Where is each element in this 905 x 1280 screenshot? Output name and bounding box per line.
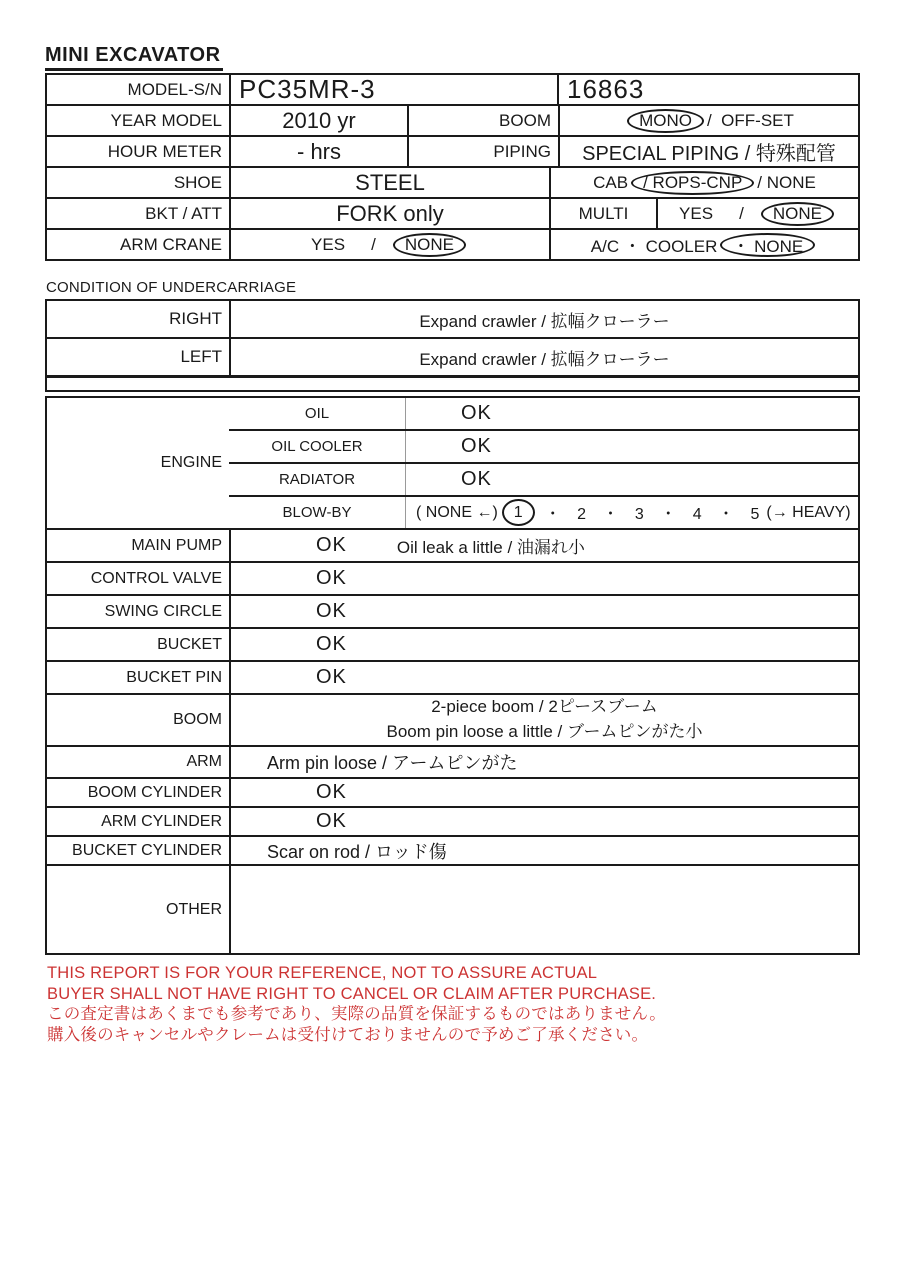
row-bucket — [47, 627, 858, 660]
multi-label: MULTI — [549, 199, 656, 228]
multi-value — [656, 199, 858, 228]
control-valve-value — [229, 563, 858, 594]
circle-mark-blowby-1: 1 — [502, 499, 535, 526]
spacer-row — [45, 376, 860, 392]
row-arm-cylinder — [47, 806, 858, 835]
radiator-ok: OK — [461, 468, 492, 490]
blowby-label: BLOW-BY — [229, 497, 406, 528]
control-valve-ok: OK — [316, 567, 347, 589]
oilcooler-value — [406, 431, 858, 462]
control-valve-label: CONTROL VALVE — [90, 569, 222, 587]
bucket-pin-value — [229, 662, 858, 693]
cab-suffix: / NONE — [757, 172, 816, 192]
blowby-scale — [406, 497, 858, 528]
year-value: 2010 yr — [229, 106, 407, 135]
piping-label: PIPING — [407, 137, 558, 166]
spec-row-armcrane-ac — [47, 228, 858, 259]
circle-mark-ac-none: ・ NONE — [720, 233, 815, 257]
boom-offset-text: / OFF-SET — [707, 110, 794, 130]
armcrane-label: ARM CRANE — [119, 234, 222, 254]
bucket-pin-label: BUCKET PIN — [126, 668, 222, 686]
boom-cylinder-ok: OK — [316, 781, 347, 803]
row-swing-circle — [47, 594, 858, 627]
other-value — [229, 866, 858, 953]
oil-value — [406, 398, 858, 429]
engine-row-oil — [229, 398, 858, 429]
row-control-valve — [47, 561, 858, 594]
disclaimer-line-3: この査定書はあくまでも参考であり、実際の品質を保証するものではありません。 — [47, 1005, 666, 1023]
hour-label: HOUR METER — [107, 141, 222, 161]
condition-table — [45, 396, 860, 955]
arm-cylinder-label: ARM CYLINDER — [101, 812, 222, 830]
right-label: RIGHT — [169, 309, 222, 328]
undercarriage-row-right — [47, 301, 858, 337]
row-boom-cylinder — [47, 777, 858, 806]
row-boom — [47, 693, 858, 745]
boom-note-line1: 2-piece boom / 2ピースブーム — [431, 697, 658, 717]
spec-row-year-boom — [47, 104, 858, 135]
swing-circle-value — [229, 596, 858, 627]
disclaimer-line-1: THIS REPORT IS FOR YOUR REFERENCE, NOT TO ASSURE ACTUAL — [47, 964, 598, 982]
blowby-prefix: ( NONE ←) — [416, 503, 498, 521]
shoe-value: STEEL — [229, 168, 549, 197]
radiator-label: RADIATOR — [229, 464, 406, 495]
disclaimer-line-4: 購入後のキャンセルやクレームは受付けておりませんので予めご了承ください。 — [47, 1025, 649, 1044]
blowby-numbers: ・ 2 ・ 3 ・ 4 ・ 5 — [544, 506, 761, 523]
row-bucket-cylinder — [47, 835, 858, 864]
arm-cylinder-value — [229, 808, 858, 835]
bkt-value: FORK only — [229, 199, 549, 228]
swing-circle-ok: OK — [316, 600, 347, 622]
spec-row-shoe-cab — [47, 166, 858, 197]
row-bucket-pin — [47, 660, 858, 693]
radiator-value — [406, 464, 858, 495]
serial-value: 16863 — [557, 75, 858, 104]
arm-note: Arm pin loose / アームピンがた — [267, 753, 518, 773]
armcrane-slash: / — [371, 234, 376, 254]
arm-value — [229, 747, 858, 777]
circle-mark-multi-none: NONE — [761, 202, 834, 226]
right-value: Expand crawler / 拡幅クローラー — [229, 301, 858, 337]
engine-row-radiator — [229, 462, 858, 495]
bkt-label: BKT / ATT — [145, 203, 222, 223]
undercarriage-table — [45, 299, 860, 377]
swing-circle-label: SWING CIRCLE — [104, 602, 222, 620]
ac-prefix: A/C ・ COOLER — [590, 237, 718, 256]
disclaimer — [47, 963, 666, 1045]
arm-cylinder-ok: OK — [316, 810, 347, 832]
boom-value — [558, 106, 858, 135]
engine-row-blowby — [229, 495, 858, 528]
oil-ok: OK — [461, 402, 492, 424]
main-pump-label: MAIN PUMP — [131, 536, 222, 554]
engine-label: ENGINE — [160, 454, 222, 471]
circle-mark-rops: / ROPS-CNP — [631, 171, 754, 195]
left-value: Expand crawler / 拡幅クローラー — [229, 339, 858, 375]
oilcooler-ok: OK — [461, 435, 492, 457]
boom-note-line2: Boom pin loose a little / ブームピンがた小 — [386, 722, 703, 741]
bucket-value — [229, 629, 858, 660]
disclaimer-line-2: BUYER SHALL NOT HAVE RIGHT TO CANCEL OR CLAIM AFTER PURCHASE. — [47, 984, 657, 1003]
boom-row-label: BOOM — [173, 711, 222, 728]
bucket-label: BUCKET — [157, 635, 222, 653]
piping-value: SPECIAL PIPING / 特殊配管 — [558, 137, 858, 166]
multi-yes: YES — [679, 203, 714, 223]
model-label: MODEL-S/N — [127, 79, 222, 99]
circle-mark-mono: MONO — [627, 109, 704, 133]
year-label: YEAR MODEL — [110, 110, 222, 130]
row-arm — [47, 745, 858, 777]
oil-label: OIL — [229, 398, 406, 429]
spec-table — [45, 73, 860, 261]
bucket-cylinder-label: BUCKET CYLINDER — [72, 841, 222, 859]
spec-row-model — [47, 75, 858, 104]
boom-cylinder-label: BOOM CYLINDER — [87, 783, 222, 801]
ac-value — [549, 230, 858, 259]
engine-block — [47, 398, 858, 528]
blowby-suffix: (→ HEAVY) — [766, 503, 851, 521]
armcrane-value — [229, 230, 549, 259]
shoe-label: SHOE — [173, 172, 222, 192]
cab-value — [549, 168, 858, 197]
page-title: MINI EXCAVATOR — [45, 44, 223, 71]
boom-cylinder-value — [229, 779, 858, 806]
oilcooler-label: OIL COOLER — [229, 431, 406, 462]
engine-row-oilcooler — [229, 429, 858, 462]
bucket-pin-ok: OK — [316, 666, 347, 688]
multi-slash: / — [739, 203, 744, 223]
main-pump-value — [229, 530, 858, 561]
engine-subrows — [229, 398, 858, 528]
row-other — [47, 864, 858, 953]
cab-prefix: CAB — [593, 172, 629, 192]
bucket-cylinder-value — [229, 837, 858, 864]
left-label: LEFT — [180, 347, 222, 366]
main-pump-ok: OK — [316, 534, 347, 556]
spec-row-hour-piping — [47, 135, 858, 166]
bucket-cylinder-note: Scar on rod / ロッド傷 — [267, 841, 447, 862]
main-pump-note: Oil leak a little / 油漏れ小 — [396, 538, 585, 557]
boom-label: BOOM — [407, 106, 558, 135]
hour-value: - hrs — [229, 137, 407, 166]
circle-mark-armcrane-none: NONE — [393, 233, 466, 257]
boom-row-value — [229, 695, 858, 745]
bucket-ok: OK — [316, 633, 347, 655]
armcrane-yes: YES — [311, 234, 346, 254]
row-main-pump — [47, 528, 858, 561]
other-label: OTHER — [166, 900, 222, 918]
arm-label: ARM — [186, 753, 222, 770]
model-value: PC35MR-3 — [229, 75, 557, 104]
spec-row-bkt-multi — [47, 197, 858, 228]
undercarriage-row-left — [47, 337, 858, 375]
undercarriage-heading: CONDITION OF UNDERCARRIAGE — [46, 279, 297, 296]
